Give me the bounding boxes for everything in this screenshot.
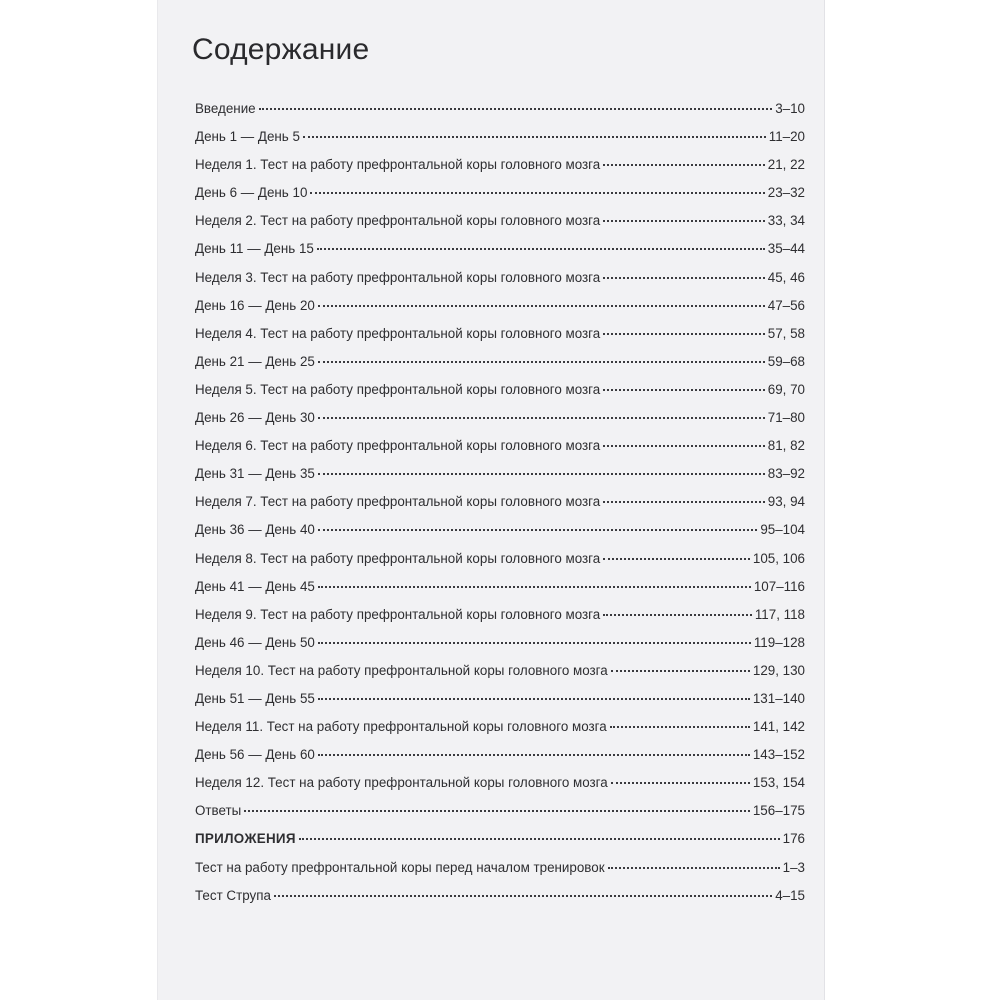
toc-entry-title: Неделя 11. Тест на работу префронтальной коры головного мозга — [195, 719, 607, 735]
toc-entry-title: Неделя 9. Тест на работу префронтальной коры головного мозга — [195, 606, 601, 622]
toc-entry — [195, 382, 805, 410]
toc-entry-title: Неделя 12. Тест на работу префронтальной коры головного мозга — [195, 775, 608, 791]
dot-leader — [611, 782, 750, 784]
toc-entry-title: ПРИЛОЖЕНИЯ — [195, 831, 296, 847]
toc-entry-pages: 153, 154 — [752, 775, 805, 791]
toc-entry-pages: 93, 94 — [767, 494, 805, 510]
toc-entry-pages: 57, 58 — [767, 325, 805, 341]
toc-entry-pages: 35–44 — [767, 241, 805, 257]
dot-leader — [318, 473, 765, 475]
toc-entry-pages: 21, 22 — [767, 157, 805, 173]
toc-entry — [195, 719, 805, 747]
toc-entry-title: Введение — [195, 101, 256, 116]
toc-entry — [195, 410, 805, 438]
toc-entry — [195, 270, 805, 298]
toc-entry-pages: 1–3 — [782, 859, 805, 875]
toc-entry-pages: 11–20 — [768, 129, 805, 145]
toc-entry-title: Неделя 1. Тест на работу префронтальной коры головного мозга — [195, 157, 601, 173]
toc-entry — [195, 101, 805, 129]
toc-entry — [195, 129, 805, 157]
toc-entry-title: День 11 — День 15 — [195, 241, 314, 257]
toc-entry-pages: 119–128 — [753, 634, 805, 650]
toc-entry — [195, 888, 805, 916]
toc-entry-pages: 143–152 — [752, 747, 805, 763]
toc-entry — [195, 579, 805, 607]
dot-leader — [318, 642, 751, 644]
toc-entry-pages: 83–92 — [767, 466, 805, 482]
toc-entry-pages: 105, 106 — [752, 550, 805, 566]
toc-entry — [195, 831, 805, 859]
toc-entry — [195, 213, 805, 241]
toc-entry — [195, 860, 805, 888]
dot-leader — [611, 670, 750, 672]
toc-entry-pages: 47–56 — [767, 297, 805, 313]
toc-entry-title: Тест на работу префронтальной коры перед началом тренировок — [195, 859, 605, 875]
dot-leader — [303, 136, 766, 138]
toc-entry-pages: 176 — [782, 831, 805, 847]
toc-entry-title: День 31 — День 35 — [195, 466, 315, 482]
toc-entry-title: Неделя 4. Тест на работу префронтальной коры головного мозга — [195, 325, 601, 341]
toc-entry-pages: 59–68 — [767, 353, 805, 369]
toc-entry-pages: 23–32 — [767, 185, 805, 201]
dot-leader — [603, 277, 765, 279]
toc-entry-title: День 6 — День 10 — [195, 185, 308, 201]
toc-entry — [195, 803, 805, 831]
toc-entry — [195, 522, 805, 550]
toc-entry-title: Неделя 6. Тест на работу префронтальной коры головного мозга — [195, 438, 601, 454]
dot-leader — [318, 361, 765, 363]
dot-leader — [603, 389, 765, 391]
dot-leader — [608, 867, 780, 869]
toc-entry-pages: 69, 70 — [767, 381, 805, 397]
toc-entry — [195, 747, 805, 775]
dot-leader — [318, 417, 765, 419]
dot-leader — [310, 192, 764, 194]
toc-entry-pages: 141, 142 — [752, 719, 805, 735]
toc-entry-pages: 33, 34 — [767, 213, 805, 229]
dot-leader — [603, 220, 765, 222]
toc-entry-pages: 107–116 — [753, 578, 805, 594]
toc-entry-title: День 21 — День 25 — [195, 353, 315, 369]
toc-entry-title: День 41 — День 45 — [195, 578, 315, 594]
toc-entry — [195, 635, 805, 663]
toc-entry-pages: 117, 118 — [754, 606, 805, 622]
toc-entry-pages: 81, 82 — [767, 438, 805, 454]
toc-entry-title: Неделя 7. Тест на работу префронтальной коры головного мозга — [195, 494, 601, 510]
toc-entry-title: Ответы — [195, 803, 242, 819]
toc-entry-title: Неделя 5. Тест на работу префронтальной коры головного мозга — [195, 381, 601, 397]
toc-entry-title: Неделя 2. Тест на работу префронтальной коры головного мозга — [195, 213, 601, 229]
dot-leader — [259, 108, 773, 110]
toc-entry-title: День 46 — День 50 — [195, 634, 315, 650]
toc-entry-title: День 51 — День 55 — [195, 690, 315, 706]
toc-entry — [195, 438, 805, 466]
dot-leader — [318, 586, 751, 588]
toc-entry — [195, 691, 805, 719]
table-of-contents — [195, 101, 805, 916]
toc-entry — [195, 663, 805, 691]
toc-entry — [195, 354, 805, 382]
dot-leader — [603, 445, 765, 447]
toc-entry — [195, 466, 805, 494]
dot-leader — [603, 558, 750, 560]
toc-entry-title: День 36 — День 40 — [195, 522, 315, 538]
toc-entry-title: Неделя 8. Тест на работу префронтальной коры головного мозга — [195, 550, 601, 566]
toc-entry-title: День 1 — День 5 — [195, 129, 300, 145]
toc-entry-pages: 4–15 — [775, 887, 805, 903]
toc-entry-title: День 26 — День 30 — [195, 410, 315, 426]
dot-leader — [317, 248, 765, 250]
toc-entry-pages: 3–10 — [775, 101, 805, 116]
dot-leader — [318, 698, 750, 700]
toc-entry-pages: 71–80 — [767, 410, 805, 426]
page-title: Содержание — [192, 33, 370, 66]
toc-entry — [195, 775, 805, 803]
toc-entry — [195, 551, 805, 579]
dot-leader — [299, 838, 780, 840]
dot-leader — [610, 726, 750, 728]
dot-leader — [244, 810, 750, 812]
toc-entry-pages: 45, 46 — [767, 269, 805, 285]
toc-entry-pages: 131–140 — [752, 690, 805, 706]
book-page — [158, 0, 824, 1000]
toc-entry — [195, 494, 805, 522]
toc-entry-title: Тест Струпа — [195, 887, 271, 903]
toc-entry-pages: 95–104 — [760, 522, 805, 538]
toc-entry — [195, 157, 805, 185]
toc-entry-title: Неделя 3. Тест на работу префронтальной коры головного мозга — [195, 269, 601, 285]
dot-leader — [603, 614, 752, 616]
toc-entry-title: День 56 — День 60 — [195, 747, 315, 763]
toc-entry-title: Неделя 10. Тест на работу префронтальной коры головного мозга — [195, 662, 608, 678]
toc-entry — [195, 607, 805, 635]
toc-entry-pages: 156–175 — [752, 803, 805, 819]
dot-leader — [603, 501, 765, 503]
toc-entry — [195, 326, 805, 354]
toc-entry — [195, 241, 805, 269]
toc-entry-pages: 129, 130 — [752, 662, 805, 678]
dot-leader — [318, 529, 757, 531]
dot-leader — [603, 333, 765, 335]
toc-entry-title: День 16 — День 20 — [195, 297, 315, 313]
toc-entry — [195, 298, 805, 326]
dot-leader — [318, 305, 765, 307]
dot-leader — [318, 754, 750, 756]
toc-entry — [195, 185, 805, 213]
dot-leader — [274, 895, 772, 897]
dot-leader — [603, 164, 765, 166]
